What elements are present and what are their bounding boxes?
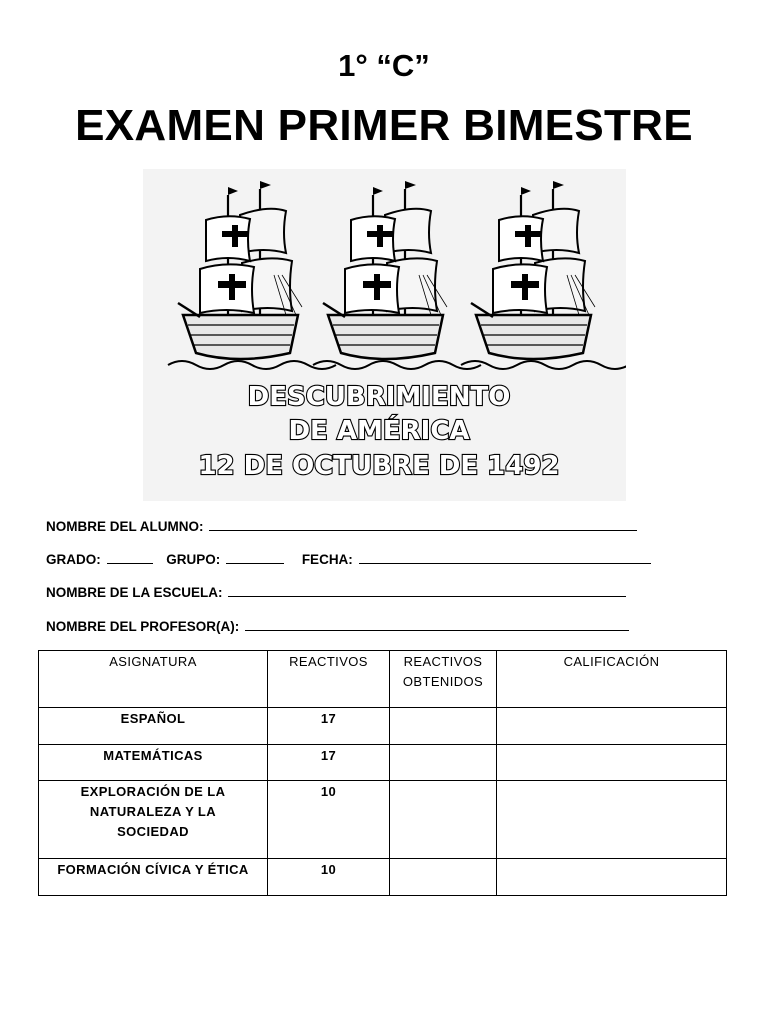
student-name-label: NOMBRE DEL ALUMNO:: [46, 519, 204, 534]
header-reactivos: REACTIVOS: [268, 651, 390, 708]
items-obtained-cell[interactable]: [390, 708, 497, 745]
discovery-banner-illustration: [143, 169, 626, 501]
banner-line-3: 12 DE OCTUBRE DE 1492: [198, 451, 560, 481]
header-asignatura: ASIGNATURA: [39, 651, 268, 708]
subject-cell: ESPAÑOL: [39, 708, 268, 745]
subject-cell: FORMACIÓN CÍVICA Y ÉTICA: [39, 859, 268, 896]
date-line[interactable]: [359, 551, 651, 564]
items-obtained-cell[interactable]: [390, 859, 497, 896]
header-calificacion: CALIFICACIÓN: [497, 651, 727, 708]
school-name-line[interactable]: [228, 584, 626, 597]
student-name-field[interactable]: [46, 518, 637, 534]
grade-label: GRADO:: [46, 552, 101, 567]
header-reactivos-obtenidos: REACTIVOS OBTENIDOS: [390, 651, 497, 708]
grade-cell[interactable]: [497, 745, 727, 781]
subject-cell: EXPLORACIÓN DE LA NATURALEZA Y LA SOCIEDAD: [39, 781, 268, 859]
grade-group-date-row: [46, 551, 651, 567]
teacher-name-line[interactable]: [245, 618, 629, 631]
table-row: [39, 745, 727, 781]
teacher-name-label: NOMBRE DEL PROFESOR(A):: [46, 619, 240, 634]
student-name-line[interactable]: [209, 518, 637, 531]
group-line[interactable]: [226, 551, 284, 564]
table-row: [39, 708, 727, 745]
grade-group-heading: 1° “C”: [338, 48, 430, 83]
banner-line-2: DE AMÉRICA: [288, 416, 470, 446]
grade-line[interactable]: [107, 551, 153, 564]
teacher-name-field[interactable]: [46, 618, 629, 634]
table-header-row: [39, 651, 727, 708]
items-obtained-cell[interactable]: [390, 745, 497, 781]
items-cell: 10: [268, 781, 390, 859]
school-name-field[interactable]: [46, 584, 626, 600]
date-label: FECHA:: [301, 552, 353, 567]
banner-line-1: DESCUBRIMIENTO: [247, 382, 511, 412]
grade-cell[interactable]: [497, 781, 727, 859]
table-row: [39, 781, 727, 859]
items-obtained-cell[interactable]: [390, 781, 497, 859]
exam-title: EXAMEN PRIMER BIMESTRE: [75, 101, 693, 150]
group-label: GRUPO:: [166, 552, 221, 567]
table-row: [39, 859, 727, 896]
items-cell: 10: [268, 859, 390, 896]
grades-table: [38, 650, 727, 896]
items-cell: 17: [268, 708, 390, 745]
school-name-label: NOMBRE DE LA ESCUELA:: [46, 585, 223, 600]
grade-cell[interactable]: [497, 708, 727, 745]
subject-cell: MATEMÁTICAS: [39, 745, 268, 781]
grade-cell[interactable]: [497, 859, 727, 896]
items-cell: 17: [268, 745, 390, 781]
